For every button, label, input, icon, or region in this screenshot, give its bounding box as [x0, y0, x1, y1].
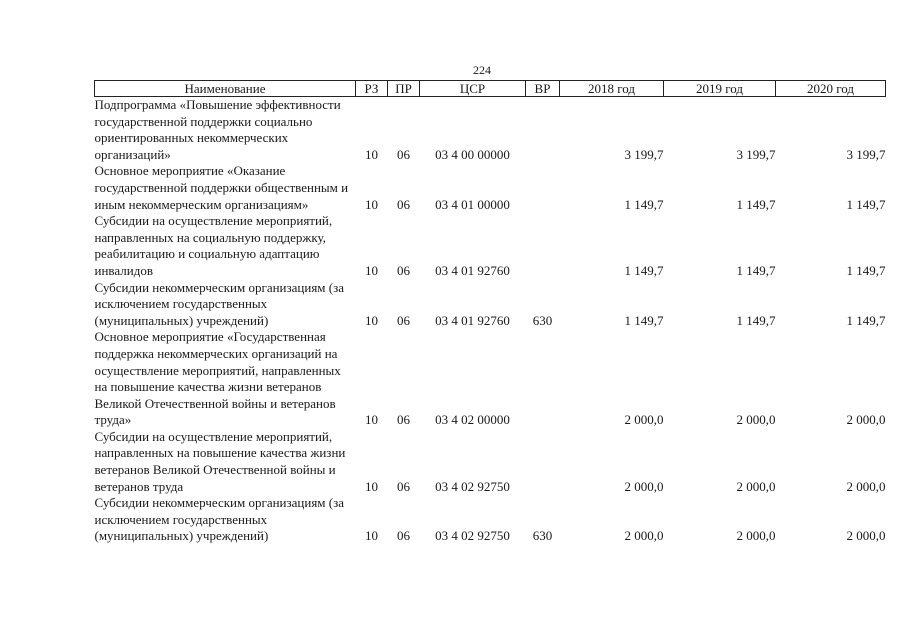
row-2019: 2 000,0: [736, 412, 776, 428]
row-name: Основное мероприятие «Государственная поддержка некоммерческих организаций на осуществление мероприятий, направленных на повышение качества жизни ветеранов Великой Отечественной войны и ветеранов труда»: [94, 329, 341, 428]
row-vr: [526, 163, 560, 213]
row-2019: 2 000,0: [736, 528, 776, 544]
row-2020: 1 149,7: [846, 196, 886, 212]
header-2020: 2020 год: [776, 81, 886, 97]
row-rz: 10: [365, 262, 378, 278]
row-2018: 2 000,0: [624, 528, 664, 544]
table-row: [95, 213, 886, 279]
row-csr: 03 4 00 00000: [435, 146, 510, 162]
header-2019: 2019 год: [664, 81, 776, 97]
row-vr: [526, 213, 560, 279]
row-2020: 2 000,0: [846, 478, 886, 494]
row-2018: 1 149,7: [624, 196, 664, 212]
row-csr: 03 4 02 92750: [435, 528, 510, 544]
header-csr: ЦСР: [420, 81, 526, 97]
row-pr: 06: [397, 312, 410, 328]
row-2020: 1 149,7: [846, 312, 886, 328]
row-name: Подпрограмма «Повышение эффективности государственной поддержки социально ориентированных некоммерческих организаций»: [94, 97, 341, 162]
row-pr: 06: [397, 262, 410, 278]
header-name: Наименование: [95, 81, 356, 97]
table-row: [95, 495, 886, 545]
table-row: [95, 163, 886, 213]
budget-table: [94, 80, 886, 545]
row-name: Субсидии на осуществление мероприятий, направленных на социальную поддержку, реабилитацию и социальную адаптацию инвалидов: [94, 213, 333, 278]
row-csr: 03 4 01 00000: [435, 196, 510, 212]
row-vr: 630: [532, 528, 553, 544]
row-rz: 10: [365, 196, 378, 212]
table-row: [95, 329, 886, 429]
page-number: 224: [473, 63, 491, 77]
row-csr: 03 4 01 92760: [435, 262, 510, 278]
row-rz: 10: [365, 478, 378, 494]
row-rz: 10: [365, 412, 378, 428]
header-2018: 2018 год: [560, 81, 664, 97]
row-rz: 10: [365, 312, 378, 328]
row-2018: 1 149,7: [624, 262, 664, 278]
table-row: [95, 97, 886, 164]
row-2020: 2 000,0: [846, 412, 886, 428]
row-name: Основное мероприятие «Оказание государственной поддержки общественным и иным некоммерческим организациям»: [94, 163, 349, 212]
row-csr: 03 4 01 92760: [435, 312, 510, 328]
row-2018: 2 000,0: [624, 412, 664, 428]
row-vr: [526, 97, 560, 164]
row-pr: 06: [397, 412, 410, 428]
row-2018: 3 199,7: [624, 146, 664, 162]
row-rz: 10: [365, 528, 378, 544]
row-2019: 1 149,7: [736, 196, 776, 212]
row-name: Субсидии на осуществление мероприятий, направленных на повышение качества жизни ветеранов Великой Отечественной войны и ветеранов труда: [94, 428, 346, 494]
row-pr: 06: [397, 528, 410, 544]
row-pr: 06: [397, 478, 410, 494]
table-row: [95, 280, 886, 330]
header-pr: ПР: [388, 81, 420, 97]
row-2020: 3 199,7: [846, 146, 886, 162]
row-pr: 06: [397, 196, 410, 212]
row-vr: [526, 329, 560, 429]
row-2018: 1 149,7: [624, 312, 664, 328]
row-2019: 1 149,7: [736, 262, 776, 278]
row-csr: 03 4 02 92750: [435, 478, 510, 494]
table-header-row: [95, 81, 886, 97]
row-name: Субсидии некоммерческим организациям (за исключением государственных (муниципальных) учреждений): [94, 279, 345, 328]
row-name: Субсидии некоммерческим организациям (за исключением государственных (муниципальных) учреждений): [94, 495, 345, 544]
row-2019: 2 000,0: [736, 478, 776, 494]
row-rz: 10: [365, 146, 378, 162]
row-csr: 03 4 02 00000: [435, 412, 510, 428]
row-2018: 2 000,0: [624, 478, 664, 494]
header-rz: РЗ: [356, 81, 388, 97]
header-vr: ВР: [526, 81, 560, 97]
row-2019: 3 199,7: [736, 146, 776, 162]
row-2020: 1 149,7: [846, 262, 886, 278]
row-pr: 06: [397, 146, 410, 162]
row-vr: [526, 429, 560, 495]
row-2019: 1 149,7: [736, 312, 776, 328]
row-2020: 2 000,0: [846, 528, 886, 544]
table-row: [95, 429, 886, 495]
row-vr: 630: [532, 312, 553, 328]
